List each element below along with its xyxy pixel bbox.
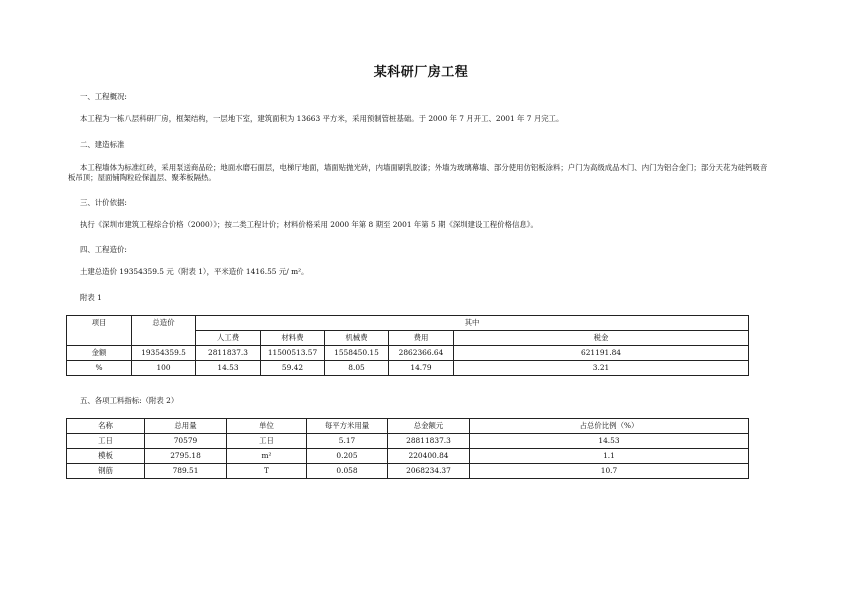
cell: 28811837.3	[388, 434, 470, 449]
cell: 2795.18	[145, 449, 227, 464]
section-5-heading: 五、各项工料指标:（附表 2）	[80, 396, 179, 405]
section-4-heading: 四、工程造价:	[80, 245, 127, 254]
cell: 789.51	[145, 464, 227, 479]
header-of-which: 其中	[196, 316, 749, 331]
cell: 70579	[145, 434, 227, 449]
table-row	[67, 464, 749, 479]
cell: 工日	[67, 434, 145, 449]
cell: 5.17	[307, 434, 388, 449]
header-tax: 税金	[454, 331, 749, 346]
page-title: 某科研厂房工程	[373, 65, 469, 80]
header-machine: 机械费	[325, 331, 389, 346]
cell: 2068234.37	[388, 464, 470, 479]
cell: 14.79	[389, 361, 454, 376]
cell: 14.53	[470, 434, 749, 449]
section-3-heading: 三、计价依据:	[80, 198, 127, 207]
table-header-row	[67, 316, 749, 331]
section-1-text: 本工程为一栋八层科研厂房，框架结构，一层地下室，建筑面积为 13663 平方米，采用预制管桩基础。于 2000 年 7 月开工、2001 年 7 月完工。	[80, 114, 564, 123]
cell: 100	[132, 361, 196, 376]
cell: 模板	[67, 449, 145, 464]
header-item: 项目	[67, 316, 132, 346]
table-header-row	[67, 419, 749, 434]
cell: 11500513.57	[261, 346, 325, 361]
header-labor: 人工费	[196, 331, 261, 346]
header-total: 总造价	[132, 316, 196, 346]
table-row	[67, 434, 749, 449]
table-1-caption: 附表 1	[80, 293, 102, 302]
table-row	[67, 361, 749, 376]
header-cell: 总用量	[145, 419, 227, 434]
cell: 19354359.5	[132, 346, 196, 361]
material-index-table	[66, 418, 749, 479]
cell: 59.42	[261, 361, 325, 376]
cell: 工日	[227, 434, 307, 449]
cell: T	[227, 464, 307, 479]
cell: 1.1	[470, 449, 749, 464]
cell: 3.21	[454, 361, 749, 376]
cell: 0.205	[307, 449, 388, 464]
cell: %	[67, 361, 132, 376]
cell: 10.7	[470, 464, 749, 479]
cell: m²	[227, 449, 307, 464]
cell: 2811837.3	[196, 346, 261, 361]
cell: 14.53	[196, 361, 261, 376]
cell: 621191.84	[454, 346, 749, 361]
header-cell: 每平方米用量	[307, 419, 388, 434]
cell: 220400.84	[388, 449, 470, 464]
cell: 0.058	[307, 464, 388, 479]
section-2-heading: 二、建造标准	[80, 140, 125, 149]
section-3-text: 执行《深圳市建筑工程综合价格（2000）》；按二类工程计价；材料价格采用 2000 年第 8 期至 2001 年第 5 期《深圳建设工程价格信息》。	[80, 220, 538, 229]
header-cell: 单位	[227, 419, 307, 434]
cell: 金额	[67, 346, 132, 361]
header-material: 材料费	[261, 331, 325, 346]
table-row	[67, 346, 749, 361]
section-4-text: 土建总造价 19354359.5 元（附表 1），平米造价 1416.55 元/ m²。	[80, 267, 309, 276]
cell: 1558450.15	[325, 346, 389, 361]
header-fee: 费用	[389, 331, 454, 346]
cell: 钢筋	[67, 464, 145, 479]
cell: 8.05	[325, 361, 389, 376]
section-2-text: 本工程墙体为标准红砖，采用泵送商品砼；地面水磨石面层，电梯厅地面，墙面贴抛光砖，内墙面刷乳胶漆；外墙为玻璃幕墙、部分使用仿铝板涂料；户门为高级成品木门、内门为铝合金门；部分天花为硅钙吸音板吊顶；屋面铺陶粒砼保温层、聚苯板隔热。	[68, 163, 768, 182]
cell: 2862366.64	[389, 346, 454, 361]
cost-breakdown-table	[66, 315, 749, 376]
table-row	[67, 449, 749, 464]
header-cell: 名称	[67, 419, 145, 434]
header-cell: 总金额元	[388, 419, 470, 434]
header-cell: 占总价比例（%）	[470, 419, 749, 434]
section-1-heading: 一、工程概况:	[80, 92, 127, 101]
